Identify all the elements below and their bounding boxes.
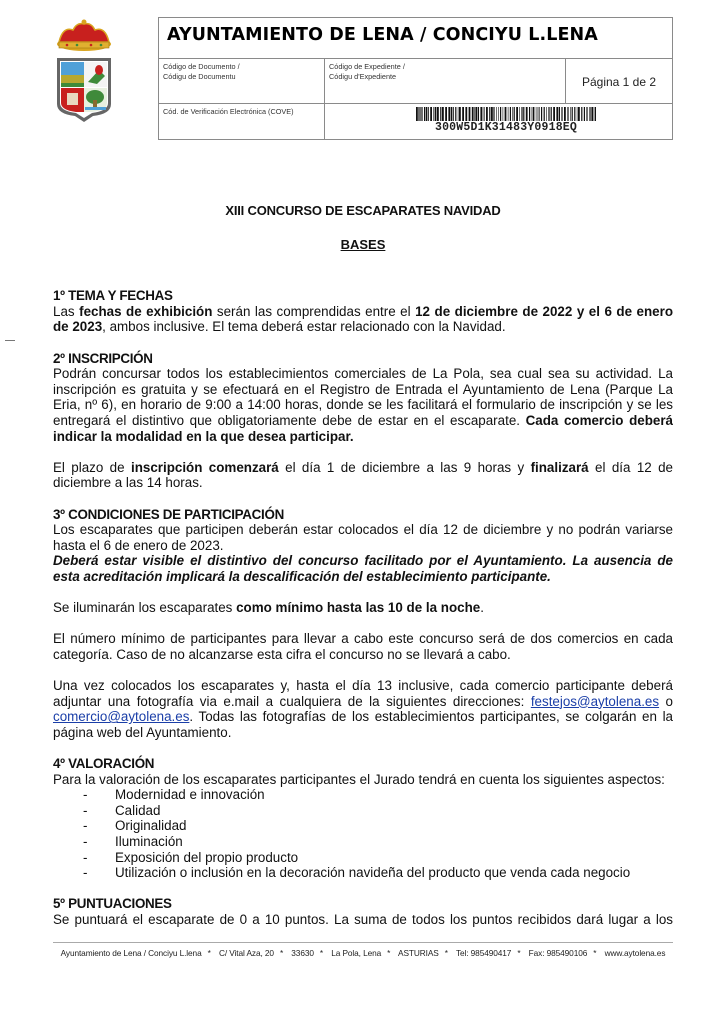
document-header-table	[158, 17, 673, 140]
section-paragraph: El número mínimo de participantes para llevar a cabo este concurso será de dos comercios en cada categoría. Caso de no alcanzarse esta cifra el concurso no se llevará a cabo.	[53, 631, 673, 662]
section-valoracion	[53, 756, 673, 881]
cove-label: Cód. de Verificación Electrónica (COVE)	[163, 107, 294, 116]
file-code-label-ast: Códigu d'Expediente	[329, 71, 397, 81]
footer-region: ASTURIAS	[398, 948, 439, 958]
footer-postcode: 33630	[291, 948, 314, 958]
margin-mark	[5, 340, 15, 341]
document-code-label: Código de Documento /	[163, 62, 240, 71]
section-inscripcion	[53, 351, 673, 491]
page-cell	[566, 58, 672, 103]
crown-icon	[57, 20, 111, 52]
list-item: - Calidad	[83, 803, 673, 819]
section-paragraph: Una vez colocados los escaparates y, hasta el día 13 inclusive, cada comercio participante deberá adjuntar una fotografía via e.mail a cualquiera de la siguientes direcciones: festejos@aytolena.es o comercio@aytolena.es. Todas las fotografías de los establecimientos participantes, se colgarán en la página web del Ayuntamiento.	[53, 678, 673, 740]
document-code-cell	[159, 58, 325, 103]
section-paragraph: Se puntuará el escaparate de 0 a 10 puntos. La suma de todos los puntos recibidos dará lugar a los	[53, 911, 673, 927]
section-heading: 1º TEMA Y FECHAS	[53, 288, 173, 304]
section-paragraph: Para la valoración de los escaparates participantes el Jurado tendrá en cuenta los siguientes aspectos:	[53, 771, 665, 787]
footer-city: La Pola, Lena	[331, 948, 382, 958]
section-heading: 4º VALORACIÓN	[53, 756, 155, 771]
list-item: - Modernidad e innovación	[83, 787, 673, 803]
footer-address: C/ Vital Aza, 20	[218, 948, 274, 958]
footer-fax: Fax: 985490106	[528, 948, 588, 958]
section-paragraph: Los escaparates que participen deberán estar colocados el día 12 de diciembre y no podrán variarse hasta el 6 de enero de 2023.	[53, 522, 673, 553]
list-item: - Utilización o inclusión en la decoración navideña del producto que venda cada negocio	[83, 865, 673, 881]
header-cove-row	[159, 103, 672, 139]
footer-org: Ayuntamiento de Lena / Conciyu L.lena	[60, 948, 202, 958]
section-condiciones	[53, 507, 673, 741]
cove-code-cell	[325, 103, 672, 139]
section-heading: 5º PUNTUACIONES	[53, 896, 172, 912]
email-link-festejos[interactable]: festejos@aytolena.es	[530, 693, 660, 709]
section-puntuaciones	[53, 896, 673, 927]
list-item: - Exposición del propio producto	[83, 850, 673, 866]
section-heading: 3º CONDICIONES DE PARTICIPACIÓN	[53, 506, 284, 522]
section-paragraph-emphasis: Deberá estar visible el distintivo del concurso facilitado por el Ayuntamiento. La ausencia de esta acreditación implicará la descalificación del establecimiento participante.	[53, 553, 673, 584]
file-code-label: Código de Expediente /	[329, 62, 405, 71]
cove-label-cell	[159, 103, 325, 139]
organization-title: AYUNTAMIENTO DE LENA / CONCIYU L.LENA	[167, 25, 598, 45]
footer-phone: Tel: 985490417	[455, 948, 512, 958]
coat-of-arms-icon	[55, 18, 113, 124]
footer-divider	[53, 942, 673, 943]
document-subtitle: BASES	[340, 236, 386, 252]
section-paragraph: Las fechas de exhibición serán las comprendidas entre el 12 de diciembre de 2022 y el 6 de enero de 2023, ambos inclusive. El tema deberá estar relacionado con la Navidad.	[53, 303, 674, 335]
list-item: - Originalidad	[83, 818, 673, 834]
barcode-icon	[416, 107, 596, 121]
document-body	[53, 203, 673, 928]
list-item: - Iluminación	[83, 834, 673, 850]
email-link-comercio[interactable]: comercio@aytolena.es	[53, 709, 190, 725]
page-footer: Ayuntamiento de Lena / Conciyu L.lena * C/ Vital Aza, 20 * 33630 * La Pola, Lena * ASTURIAS * Tel: 985490417 * Fax: 985490106 * www.aytolena.es	[60, 948, 666, 958]
section-paragraph: El plazo de inscripción comenzará el día 1 de diciembre a las 9 horas y finalizará el día 12 de diciembre a las 14 horas.	[53, 459, 673, 491]
section-paragraph: Se iluminarán los escaparates como mínimo hasta las 10 de la noche.	[53, 600, 484, 616]
header-codes-row	[159, 58, 672, 104]
section-heading: 2º INSCRIPCIÓN	[53, 350, 153, 366]
section-tema-fechas	[53, 288, 673, 335]
document-title: XIII CONCURSO DE ESCAPARATES NAVIDAD	[225, 203, 501, 218]
criteria-list	[53, 787, 673, 881]
page-indicator: Página 1 de 2	[581, 75, 657, 89]
cove-code: 300W5D1K31483Y0918EQ	[434, 121, 578, 134]
section-paragraph: Podrán concursar todos los establecimientos comerciales de La Pola, sea cual sea su actividad. La inscripción es gratuita y se efectuará en el Registro de Entrada el Ayuntamiento de Lena (Parque La Eria, nº 6), en horario de 9:00 a 14:00 horas, donde se les facilitará el formulario de inscripción y se les entregará el distintivo que obligatoriamente debe de estar en el escaparate. Cada comercio deberá indicar la modalidad en la que desea participar.	[53, 366, 673, 444]
file-code-cell	[325, 58, 566, 103]
document-code-label-ast: Códigu de Documentu	[163, 71, 236, 81]
footer-website[interactable]: www.aytolena.es	[604, 948, 666, 958]
header-title-row	[159, 18, 672, 59]
